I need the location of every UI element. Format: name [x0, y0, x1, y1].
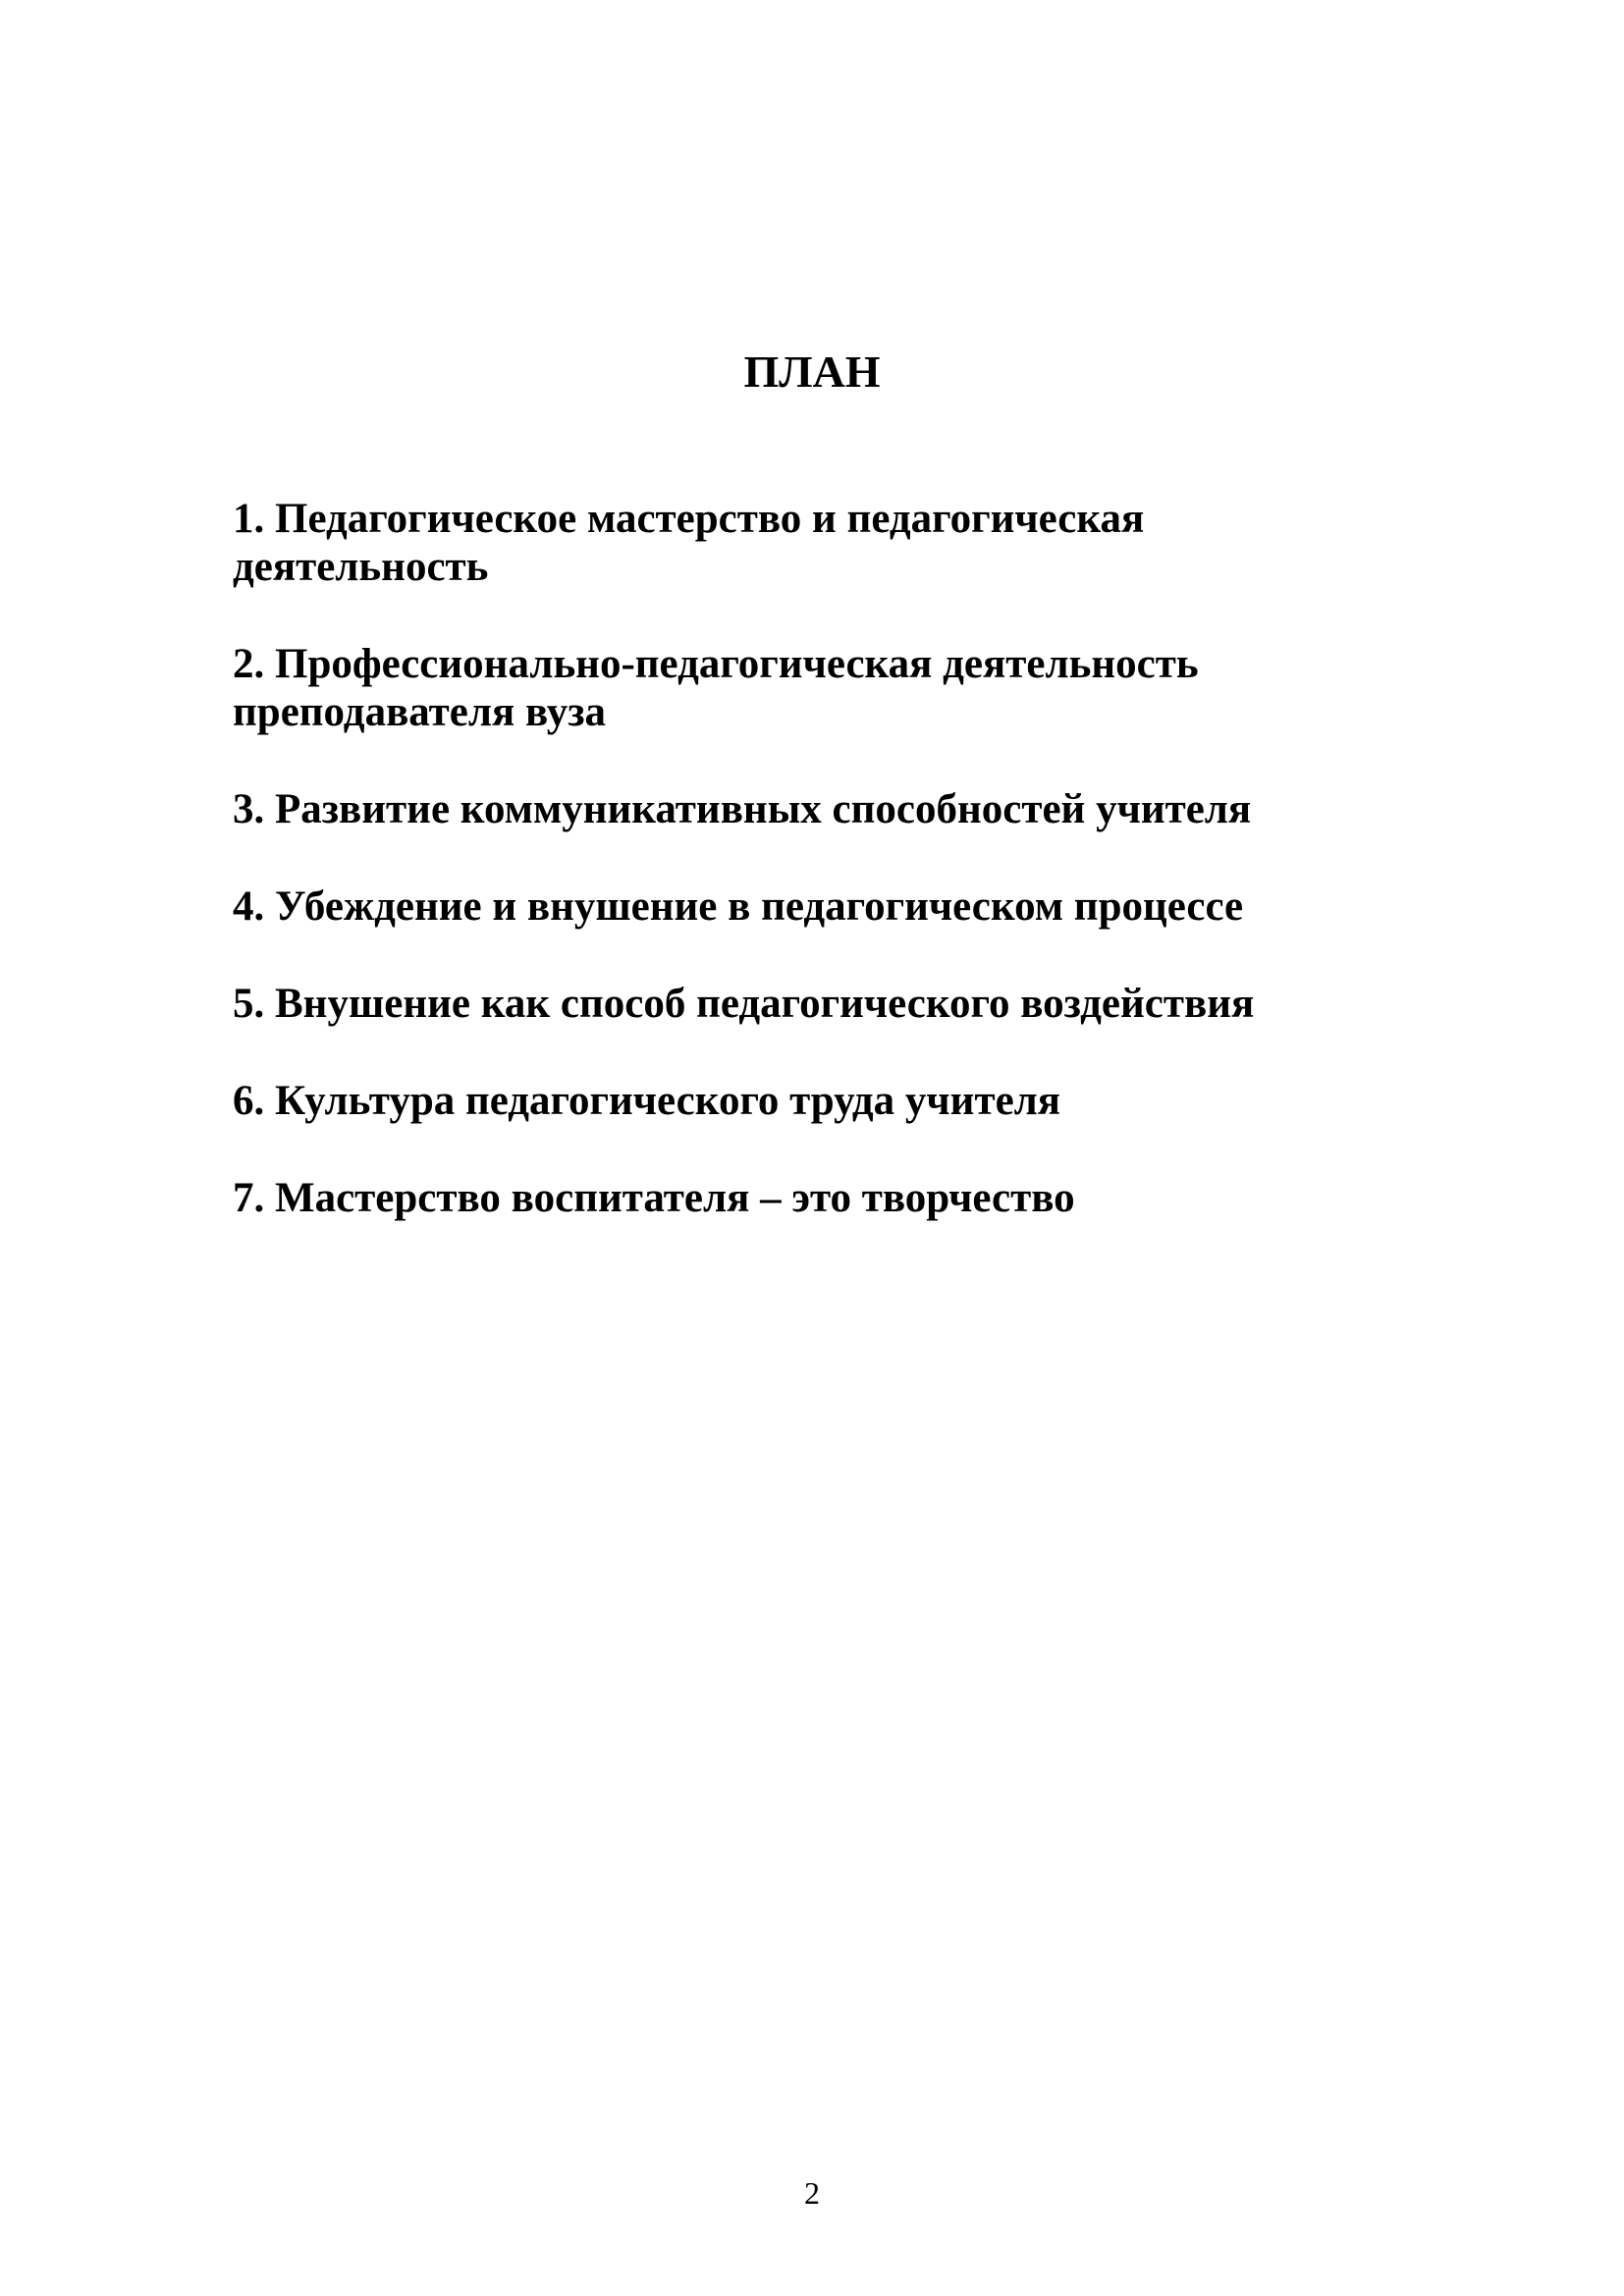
plan-item-2-line-1: 2. Профессионально-педагогическая деятельность — [233, 641, 1199, 687]
plan-item-1 — [233, 495, 1470, 591]
plan-item-5-line-1: 5. Внушение как способ педагогического воздействия — [233, 981, 1255, 1027]
page-title: ПЛАН — [743, 347, 881, 397]
plan-item-1-line-2: деятельность — [233, 544, 489, 590]
plan-item-6-line-1: 6. Культура педагогического труда учителя — [233, 1078, 1061, 1124]
plan-item-4 — [233, 882, 1470, 931]
plan-item-7 — [233, 1174, 1470, 1222]
page-number: 2 — [804, 2175, 820, 2211]
plan-item-2-line-2: преподавателя вуза — [233, 689, 607, 735]
plan-item-5 — [233, 980, 1470, 1028]
plan-item-2 — [233, 640, 1470, 736]
plan-item-3-line-1: 3. Развитие коммуникативных способностей учителя — [233, 786, 1252, 832]
plan-list — [233, 495, 1470, 1271]
plan-item-7-line-1: 7. Мастерство воспитателя – это творчество — [233, 1175, 1075, 1221]
plan-item-6 — [233, 1077, 1470, 1125]
plan-item-1-line-1: 1. Педагогическое мастерство и педагогическая — [233, 496, 1145, 542]
plan-item-3 — [233, 785, 1470, 833]
plan-item-4-line-1: 4. Убеждение и внушение в педагогическом процессе — [233, 883, 1244, 930]
